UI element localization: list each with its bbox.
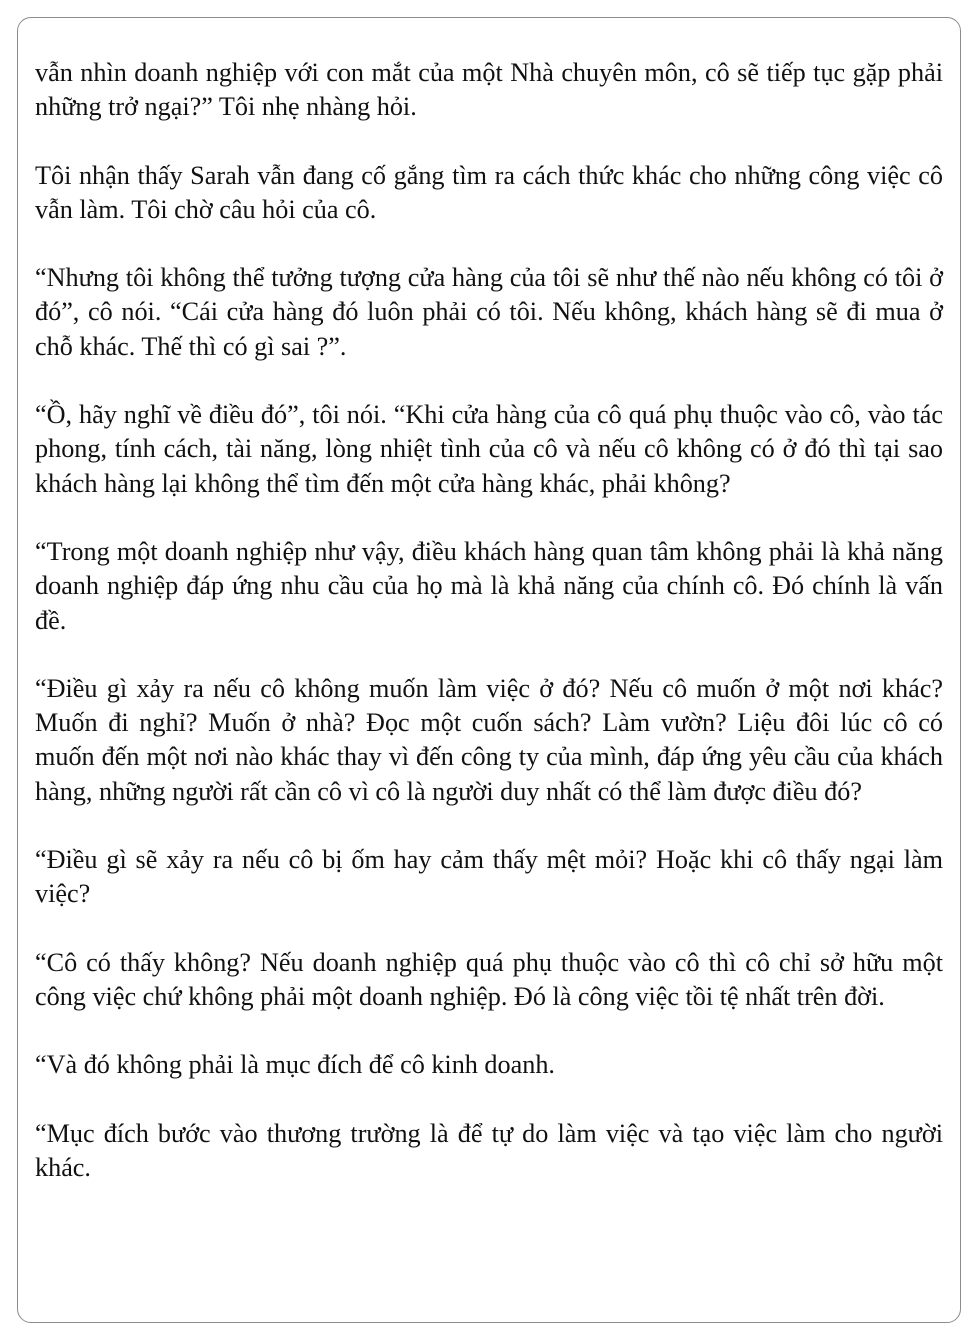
paragraph: vẫn nhìn doanh nghiệp với con mắt của một Nhà chuyên môn, cô sẽ tiếp tục gặp phải những trở ngại?” Tôi nhẹ nhàng hỏi. [35,58,943,122]
paragraph: “Điều gì sẽ xảy ra nếu cô bị ốm hay cảm thấy mệt mỏi? Hoặc khi cô thấy ngại làm việc? [35,845,943,909]
paragraph: “Mục đích bước vào thương trường là để tự do làm việc và tạo việc làm cho người khác. [35,1118,943,1182]
paragraph: “Ồ, hãy nghĩ về điều đó”, tôi nói. “Khi cửa hàng của cô quá phụ thuộc vào cô, vào tác phong, tính cách, tài năng, lòng nhiệt tình của cô và nếu cô không có ở đó thì tại sao khách hàng lại không thể tìm đến một cửa hàng khác, phải không? [35,400,943,498]
document-body [35,56,943,1185]
paragraph: “Và đó không phải là mục đích để cô kinh doanh. [35,1050,555,1080]
paragraph: “Nhưng tôi không thể tưởng tượng cửa hàng của tôi sẽ như thế nào nếu không có tôi ở đó”, cô nói. “Cái cửa hàng đó luôn phải có tôi. Nếu không, khách hàng sẽ đi mua ở chỗ khác. Thế thì có gì sai ?”. [35,263,943,361]
paragraph: “Cô có thấy không? Nếu doanh nghiệp quá phụ thuộc vào cô thì cô chỉ sở hữu một công việc chứ không phải một doanh nghiệp. Đó là công việc tồi tệ nhất trên đời. [35,947,943,1011]
paragraph: Tôi nhận thấy Sarah vẫn đang cố gắng tìm ra cách thức khác cho những công việc cô vẫn làm. Tôi chờ câu hỏi của cô. [35,160,943,224]
paragraph: “Trong một doanh nghiệp như vậy, điều khách hàng quan tâm không phải là khả năng doanh nghiệp đáp ứng nhu cầu của họ mà là khả năng của chính cô. Đó chính là vấn đề. [35,536,943,635]
paragraph: “Điều gì xảy ra nếu cô không muốn làm việc ở đó? Nếu cô muốn ở một nơi khác? Muốn đi nghỉ? Muốn ở nhà? Đọc một cuốn sách? Làm vườn? Liệu đôi lúc cô có muốn đến một nơi nào khác thay vì đến công ty của mình, đáp ứng yêu cầu của khách hàng, những người rất cần cô vì cô là người duy nhất có thể làm được điều đó? [35,673,943,806]
